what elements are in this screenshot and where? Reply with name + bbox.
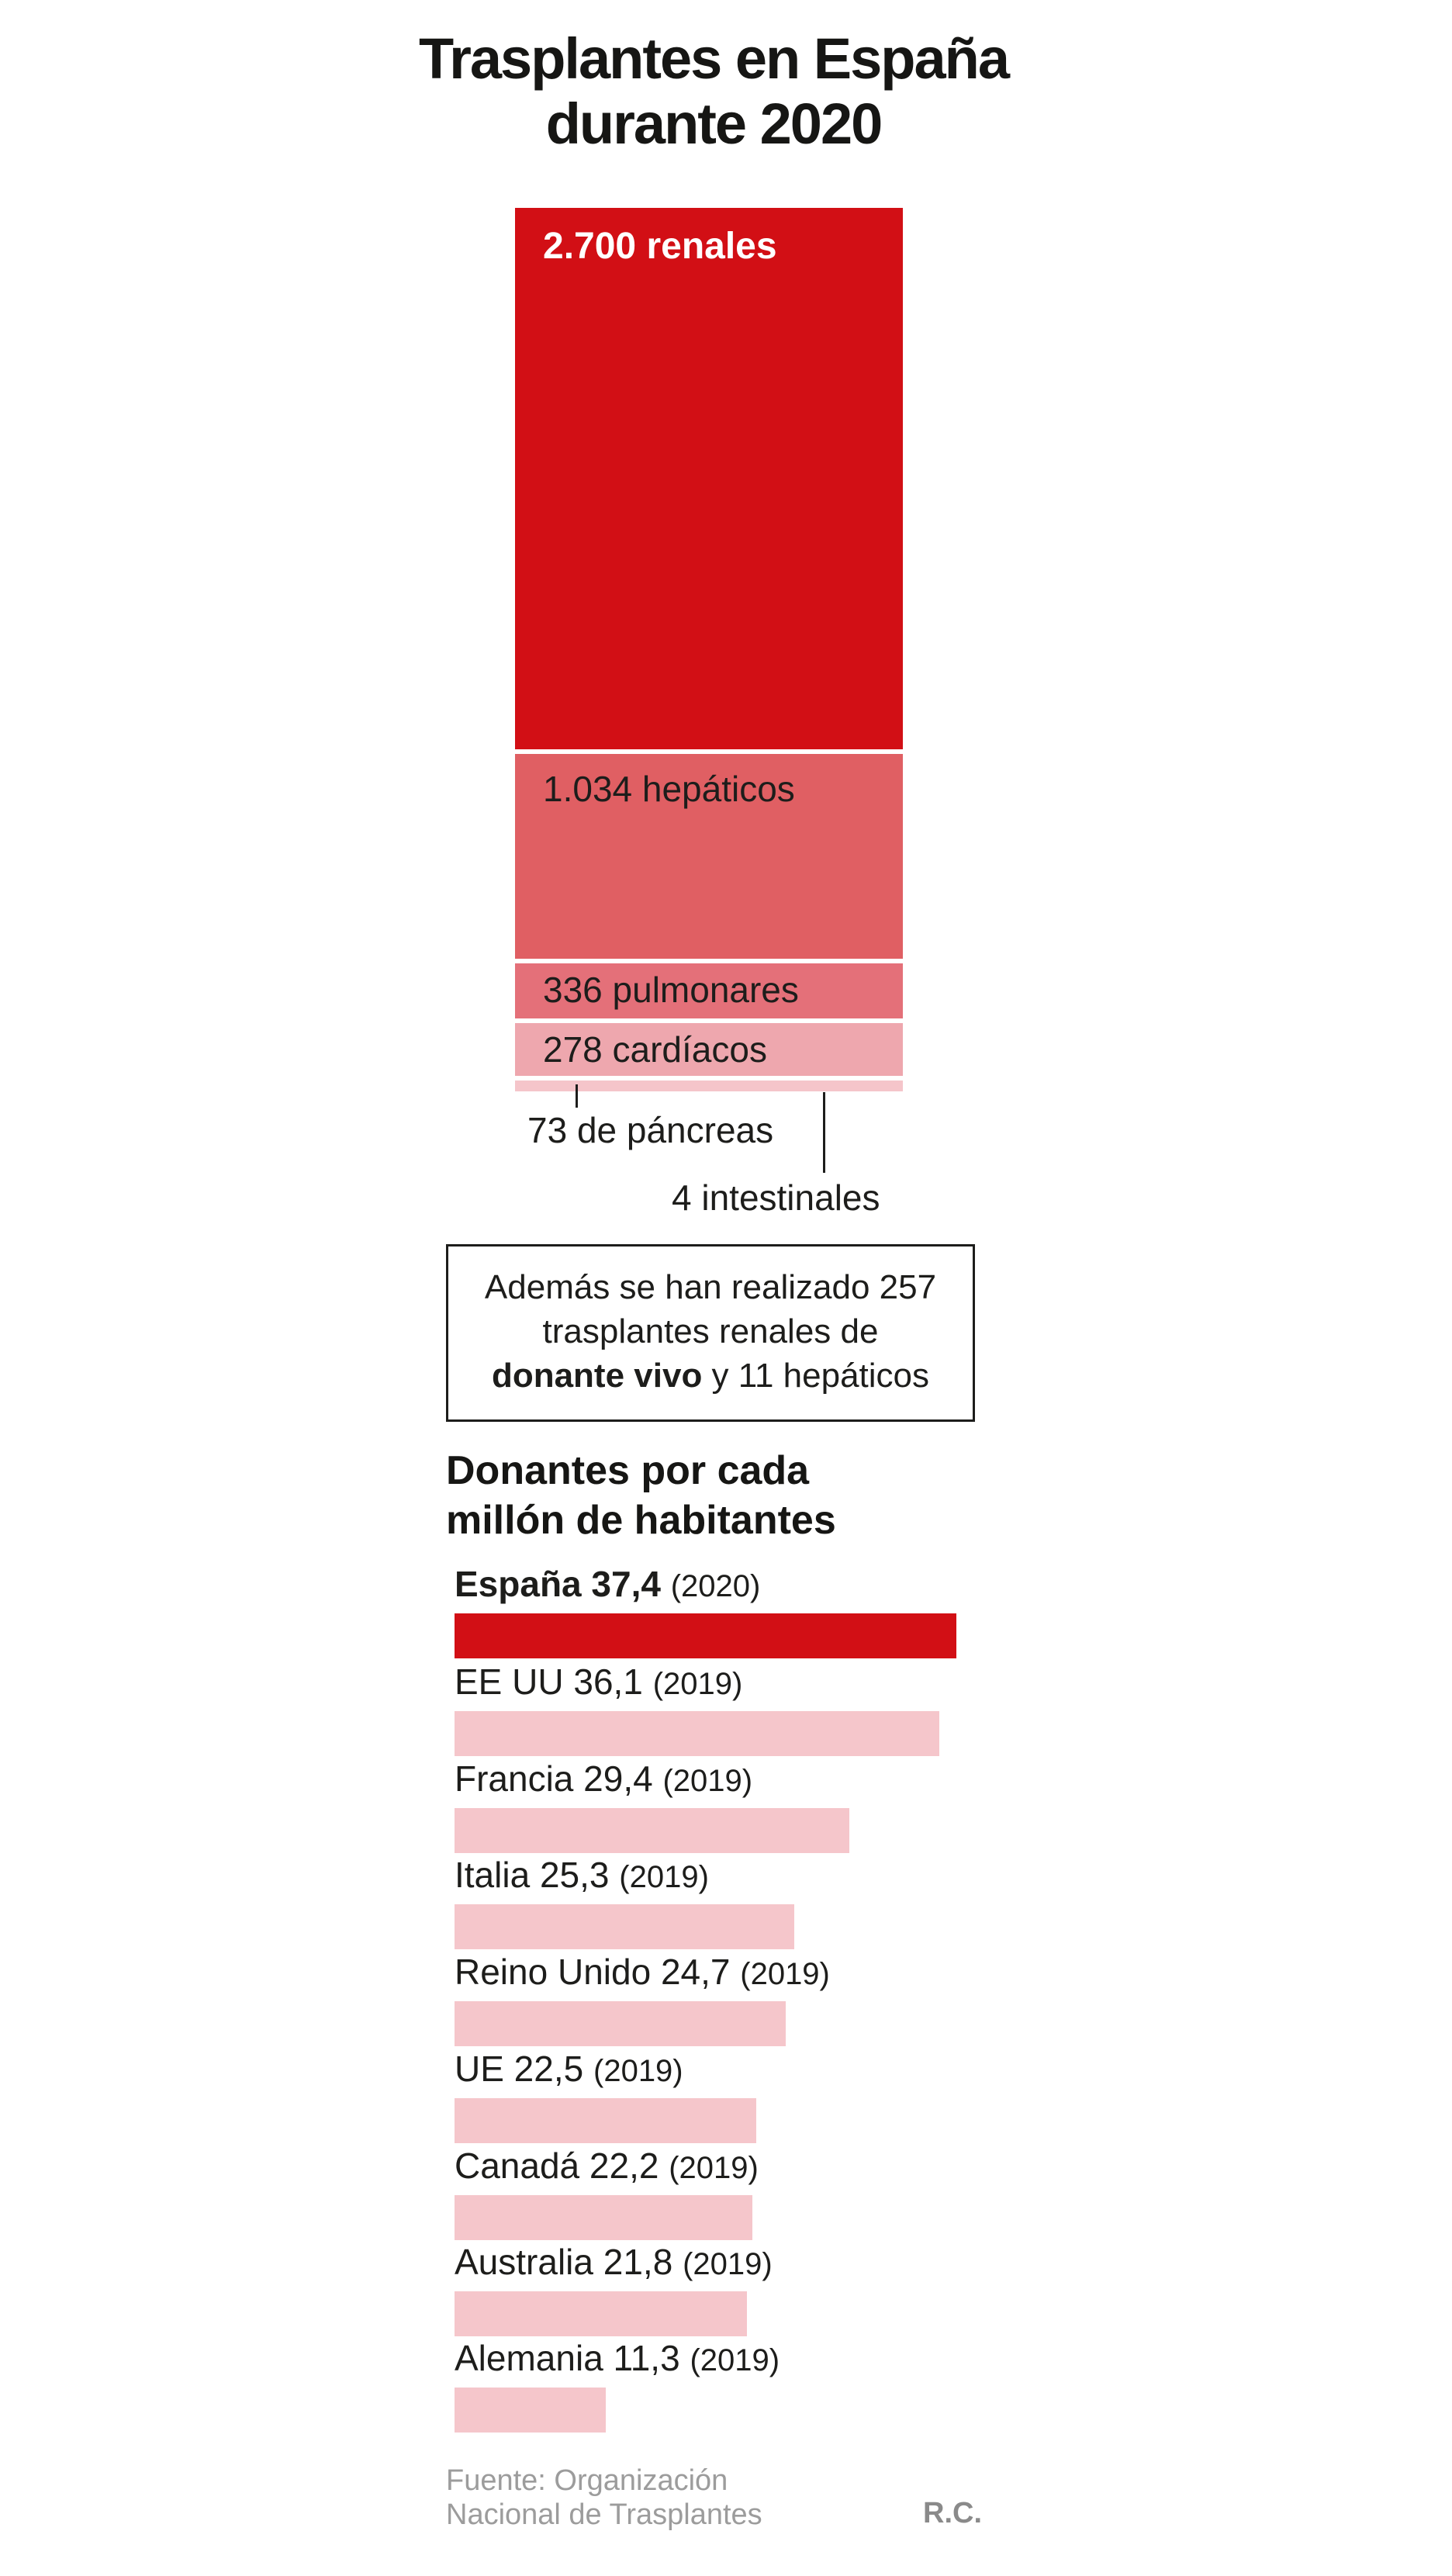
- bar-segment-pancreas: [515, 1081, 903, 1091]
- donor-row-alemania: [455, 2338, 1153, 2433]
- bar-label-hepaticos: 1.034 hepáticos: [543, 769, 795, 809]
- donor-year: (2019): [669, 2151, 759, 2185]
- donor-year: (2019): [593, 2054, 683, 2088]
- bar-label-renales: 2.700 renales: [543, 226, 777, 267]
- donor-year: (2019): [690, 2343, 780, 2377]
- donor-year: (2020): [670, 1569, 761, 1603]
- bar-segment-renales: [515, 208, 903, 749]
- donor-label: Italia 25,3: [455, 1855, 610, 1895]
- donor-row-espana: [455, 1564, 1153, 1658]
- bar-label-intestinales: 4 intestinales: [672, 1177, 880, 1218]
- donors-heading-line1: Donantes por cada: [446, 1448, 810, 1493]
- donor-bar-espana: [455, 1613, 956, 1658]
- page-title-line1: Trasplantes en España: [418, 26, 1008, 91]
- donor-row-eeuu: [455, 1661, 1153, 1756]
- note-line3: [455, 1354, 966, 1398]
- stacked-transplant-chart: [515, 208, 903, 1096]
- donor-row-canada: [455, 2146, 1153, 2240]
- donor-year: (2019): [683, 2247, 773, 2281]
- donor-bar-francia: [455, 1808, 849, 1853]
- source-line1: Fuente: Organización: [446, 2464, 728, 2497]
- donors-heading-line2: millón de habitantes: [446, 1498, 836, 1543]
- donor-bar-eeuu: [455, 1711, 939, 1756]
- intestinales-pointer-line: [823, 1092, 825, 1173]
- bar-label-pulmonares: 336 pulmonares: [543, 970, 799, 1010]
- donor-bar-italia: [455, 1904, 794, 1949]
- donor-label: Reino Unido 24,7: [455, 1952, 731, 1992]
- donor-bar-alemania: [455, 2388, 606, 2433]
- donor-label: UE 22,5: [455, 2049, 584, 2089]
- note-line2: trasplantes renales de: [542, 1312, 879, 1350]
- page-title: [357, 26, 1070, 157]
- bar-segment-pulmonares: [515, 963, 903, 1018]
- donor-year: (2019): [619, 1860, 709, 1894]
- note-box: [446, 1244, 975, 1422]
- donor-label: Australia 21,8: [455, 2242, 673, 2282]
- note-line1: Además se han realizado 257: [484, 1268, 937, 1306]
- donor-year: (2019): [652, 1667, 743, 1701]
- donor-row-italia: [455, 1855, 1153, 1949]
- donor-row-francia: [455, 1758, 1153, 1853]
- source-credit: [446, 2464, 762, 2532]
- page-title-line2: durante 2020: [545, 92, 882, 156]
- donor-bar-reino-unido: [455, 2001, 786, 2046]
- donor-label: EE UU 36,1: [455, 1661, 643, 1702]
- note-line3-bold: donante vivo: [491, 1357, 703, 1395]
- pancreas-tick-line: [576, 1084, 578, 1108]
- bar-label-cardiacos: 278 cardíacos: [543, 1029, 767, 1070]
- bar-segment-cardiacos: [515, 1023, 903, 1076]
- donor-label: Canadá 22,2: [455, 2146, 659, 2186]
- donor-label: Francia 29,4: [455, 1758, 653, 1799]
- donor-bar-ue: [455, 2098, 756, 2143]
- donor-row-reino-unido: [455, 1952, 1153, 2046]
- donor-label: Alemania 11,3: [455, 2338, 680, 2378]
- donor-year: (2019): [662, 1764, 753, 1798]
- donor-year: (2019): [740, 1957, 830, 1991]
- donor-label: España 37,4: [455, 1564, 661, 1604]
- donors-section-heading: [446, 1446, 836, 1545]
- donor-bar-australia: [455, 2291, 747, 2336]
- bar-label-pancreas: 73 de páncreas: [527, 1110, 774, 1150]
- author-credit: R.C.: [923, 2497, 982, 2529]
- donor-bar-canada: [455, 2195, 752, 2240]
- donor-row-australia: [455, 2242, 1153, 2336]
- bar-segment-hepaticos: [515, 754, 903, 959]
- source-line2: Nacional de Trasplantes: [446, 2498, 762, 2531]
- donor-row-ue: [455, 2049, 1153, 2143]
- note-line3-rest: y 11 hepáticos: [702, 1357, 930, 1395]
